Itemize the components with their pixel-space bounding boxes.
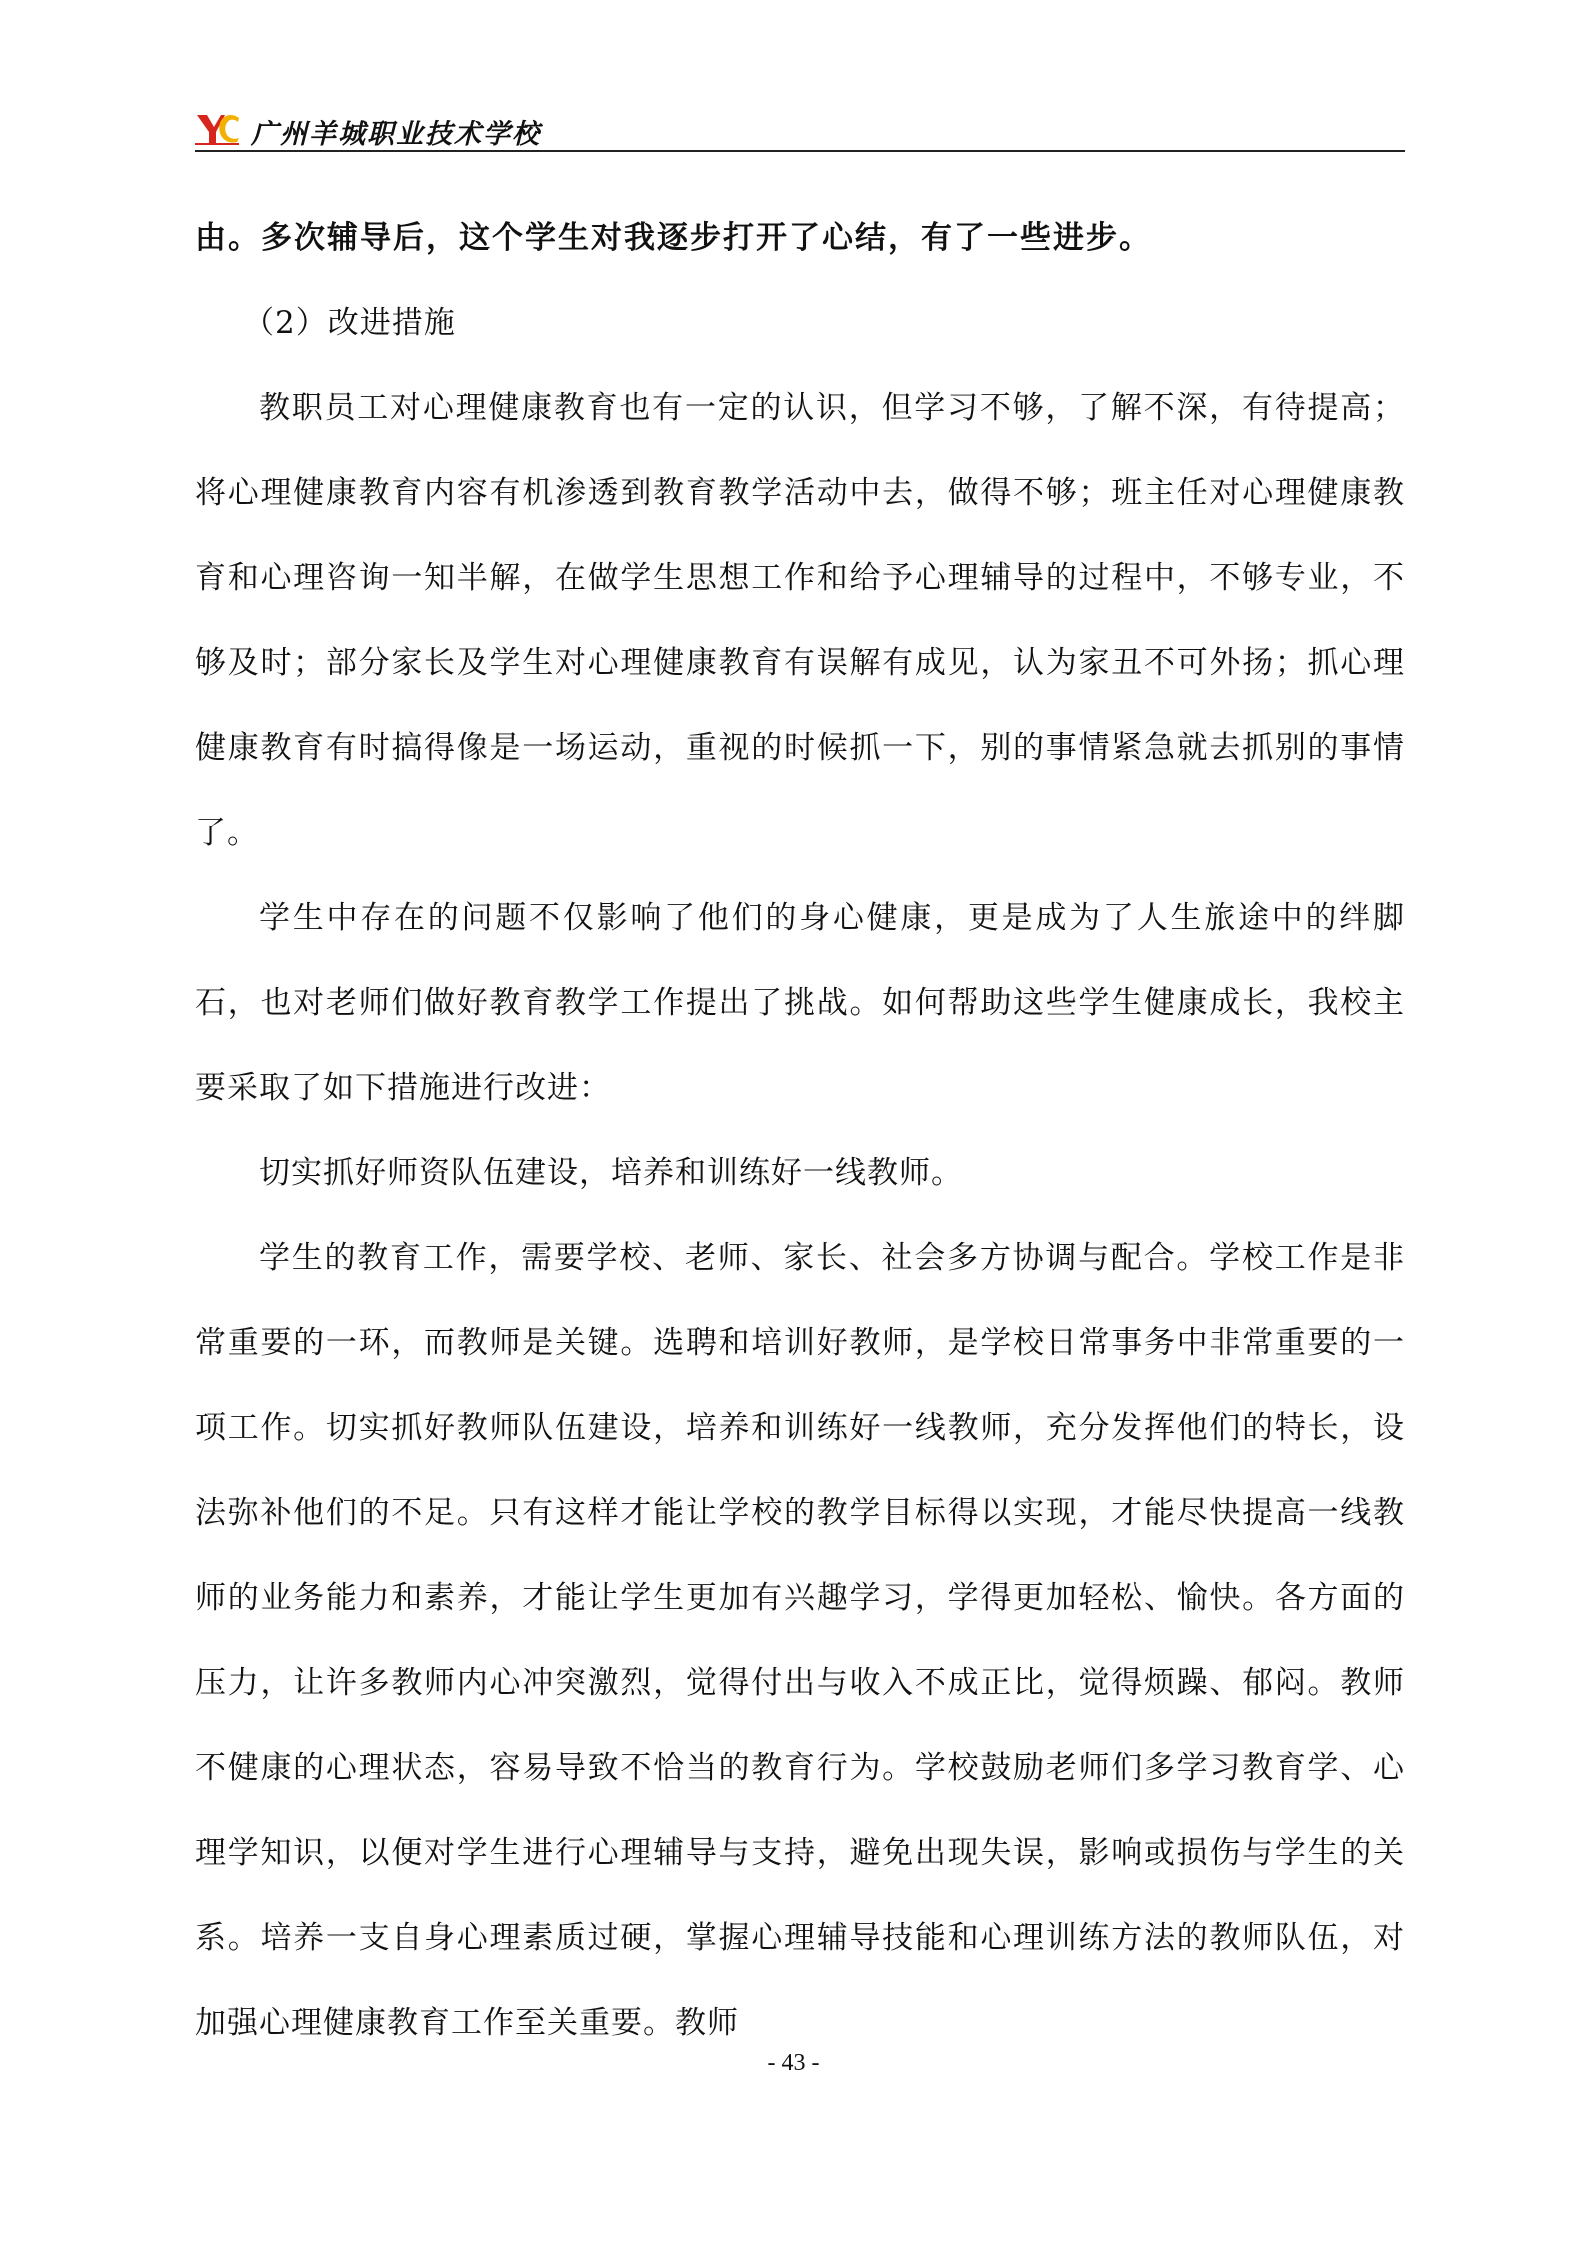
paragraph: 教职员工对心理健康教育也有一定的认识，但学习不够，了解不深，有待提高；将心理健康教育内容有机渗透到教育教学活动中去，做得不够；班主任对心理健康教育和心理咨询一知半解，在做学生思想工作和给予心理辅导的过程中，不够专业，不够及时；部分家长及学生对心理健康教育有误解有成见，认为家丑不可外扬；抓心理健康教育有时搞得像是一场运动，重视的时候抓一下，别的事情紧急就去抓别的事情了。 <box>195 390 1405 851</box>
school-name: 广州羊城职业技术学校 <box>251 119 541 150</box>
header-divider <box>195 150 1405 152</box>
document-body <box>195 196 1405 2066</box>
paragraph: 学生的教育工作，需要学校、老师、家长、社会多方协调与配合。学校工作是非常重要的一环，而教师是关键。选聘和培训好教师，是学校日常事务中非常重要的一项工作。切实抓好教师队伍建设，培养和训练好一线教师，充分发挥他们的特长，设法弥补他们的不足。只有这样才能让学校的教学目标得以实现，才能尽快提高一线教师的业务能力和素养，才能让学生更加有兴趣学习，学得更加轻松、愉快。各方面的压力，让许多教师内心冲突激烈，觉得付出与收入不成正比，觉得烦躁、郁闷。教师不健康的心理状态，容易导致不恰当的教育行为。学校鼓励老师们多学习教育学、心理学知识，以便对学生进行心理辅导与支持，避免出现失误，影响或损伤与学生的关系。培养一支自身心理素质过硬，掌握心理辅导技能和心理训练方法的教师队伍，对加强心理健康教育工作至关重要。教师 <box>195 1240 1405 2041</box>
yc-logo-icon <box>195 112 241 146</box>
section-subheading: （2）改进措施 <box>243 305 456 341</box>
page-header <box>195 108 1405 152</box>
paragraph: 切实抓好师资队伍建设，培养和训练好一线教师。 <box>259 1155 963 1191</box>
paragraph: 学生中存在的问题不仅影响了他们的身心健康，更是成为了人生旅途中的绊脚石，也对老师们做好教育教学工作提出了挑战。如何帮助这些学生健康成长，我校主要采取了如下措施进行改进： <box>195 900 1405 1106</box>
paragraph: 由。多次辅导后，这个学生对我逐步打开了心结，有了一些进步。 <box>195 220 1152 256</box>
page-number: - 43 - <box>767 2050 820 2076</box>
